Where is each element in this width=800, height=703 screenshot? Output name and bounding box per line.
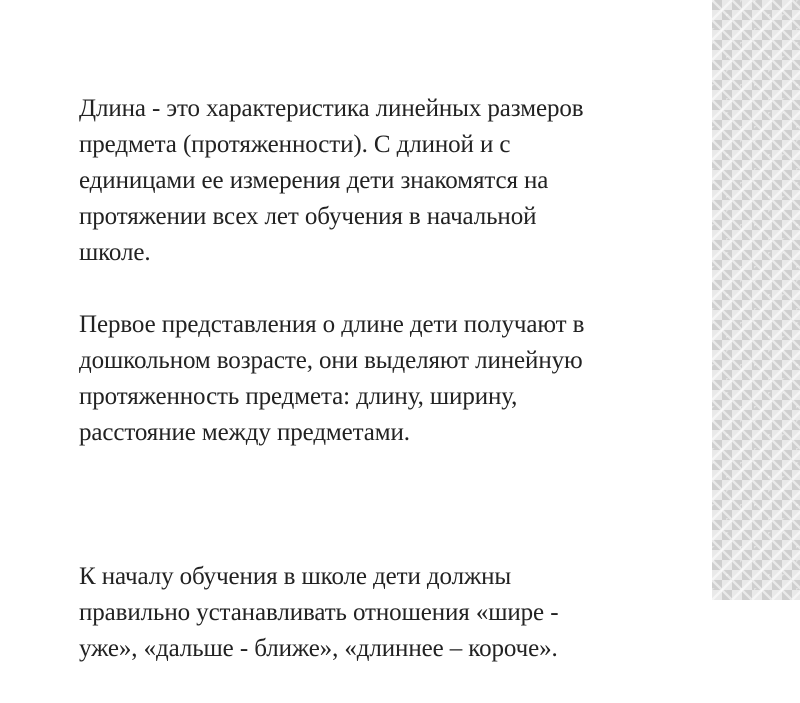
paragraph-school-start: К началу обучения в школе дети должны правильно устанавливать отношения «шире - уже», «дальше - ближе», «длиннее – короче». <box>79 563 559 662</box>
paragraph-spacer <box>79 487 719 523</box>
paragraph-first-ideas: Первое представления о длине дети получают в дошкольном возрасте, они выделяют линейную протяженность предмета: длину, ширину, расстояние между предметами. <box>79 311 585 446</box>
slide-text <box>79 55 719 703</box>
decorative-side-pattern <box>712 0 800 600</box>
paragraph-length-definition: Длина - это характеристика линейных размеров предмета (протяженности). С длиной и с единицами ее измерения дети знакомятся на протяжении всех лет обучения в начальной школе. <box>79 95 584 266</box>
